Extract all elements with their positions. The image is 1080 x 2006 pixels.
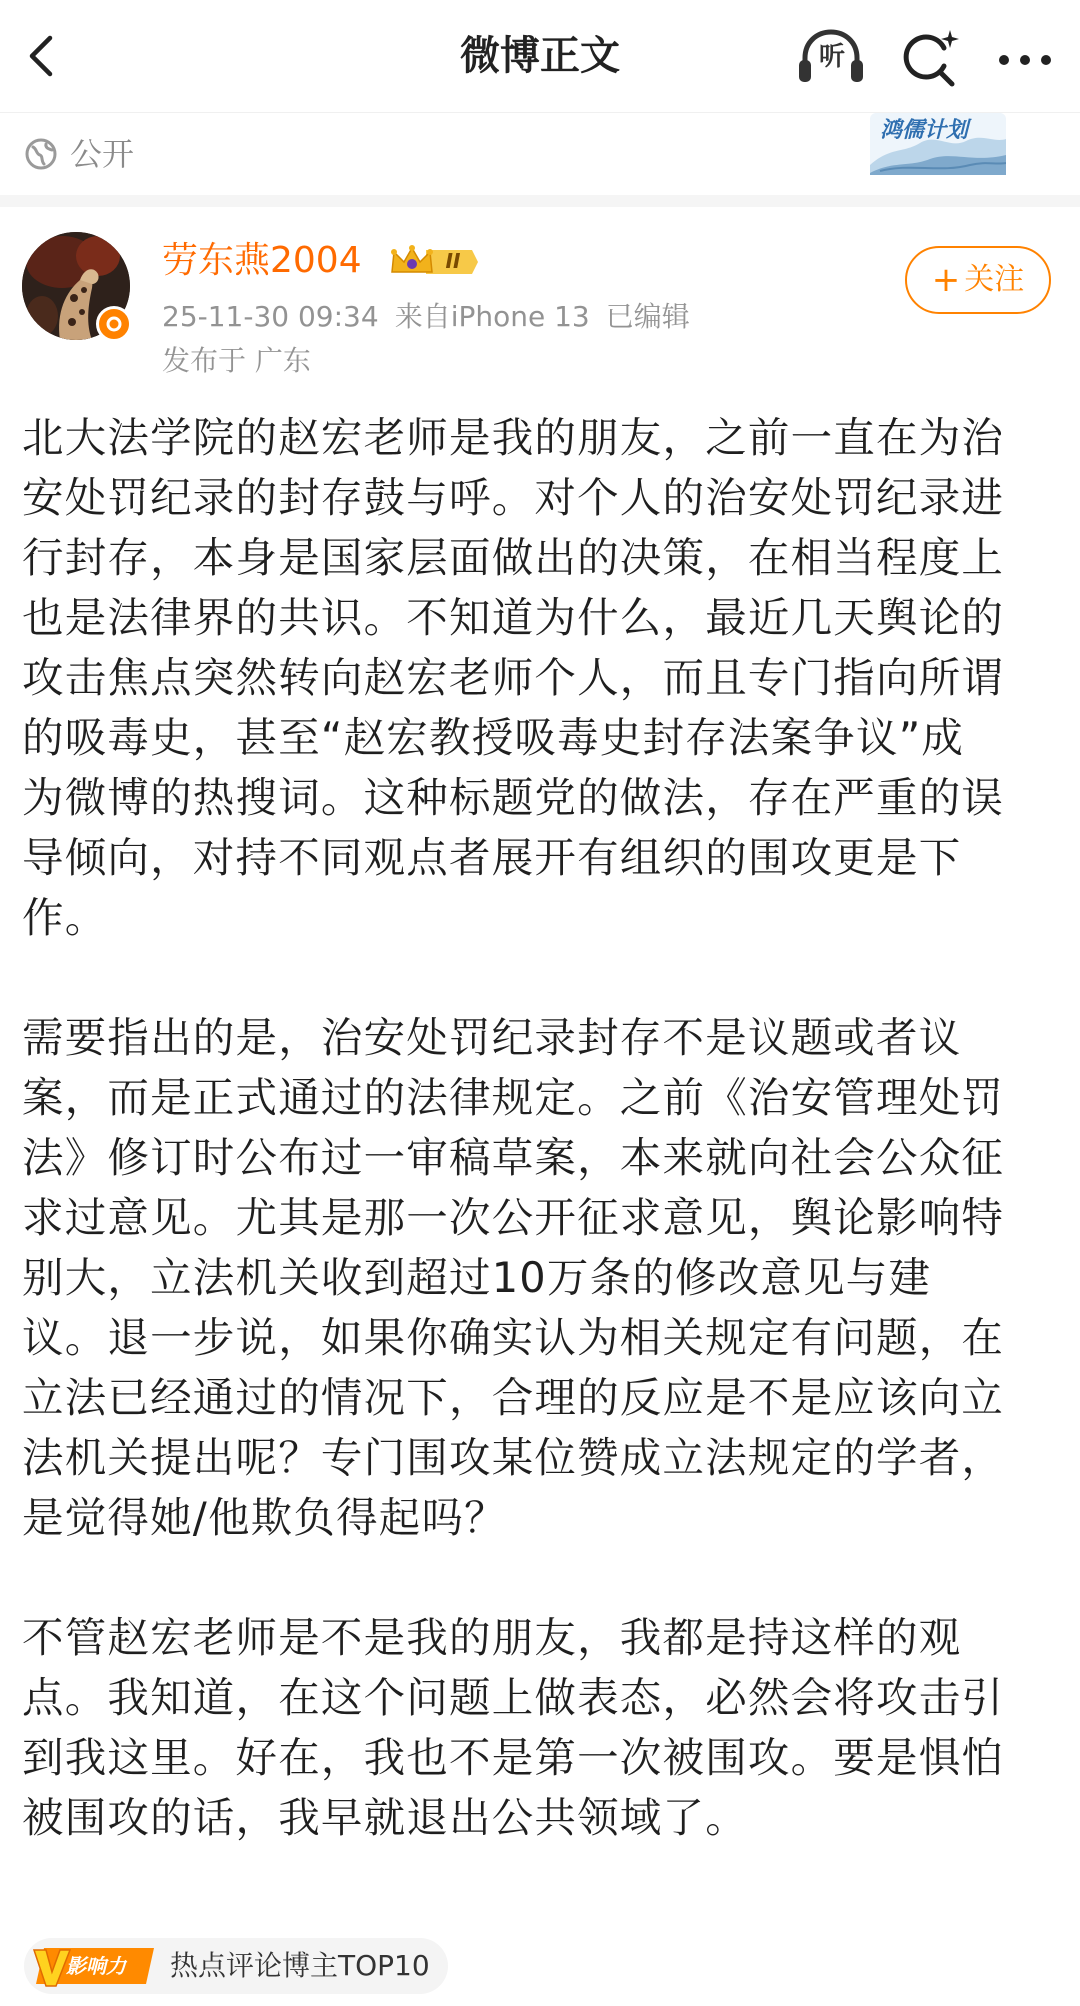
search-sparkle-icon — [898, 26, 962, 90]
verified-badge-icon — [96, 306, 132, 342]
follow-label: 关注 — [964, 262, 1025, 297]
text-line: 为微博的热搜词。这种标题党的做法，存在严重的误 — [22, 773, 1005, 822]
text-line: 法机关提出呢？专门围攻某位赞成立法规定的学者， — [22, 1433, 1005, 1482]
text-line: 安处罚纪录的封存鼓与呼。对个人的治安处罚纪录进 — [22, 473, 1005, 522]
search-button[interactable] — [898, 26, 962, 90]
influence-logo — [30, 1944, 158, 1988]
listen-label: 听 — [818, 42, 845, 72]
influence-label: 热点评论博主TOP10 — [170, 1949, 430, 1982]
listen-button[interactable] — [795, 26, 867, 90]
text-line: 不管赵宏老师是不是我的朋友，我都是持这样的观 — [22, 1613, 962, 1662]
visibility-strip — [0, 112, 1080, 207]
influence-logo-text: 影响力 — [66, 1954, 126, 1978]
post-date-time: 25-11-30 09:34 — [162, 300, 379, 333]
more-button[interactable] — [990, 26, 1060, 90]
text-line: 法》修订时公布过一审稿草案，本来就向社会公众征 — [22, 1133, 1005, 1182]
page-title: 微博正文 — [460, 33, 620, 79]
edited-label[interactable]: 已编辑 — [605, 300, 690, 333]
post-paragraph — [22, 1608, 1052, 1848]
vip-crown-badge[interactable] — [390, 242, 480, 282]
text-line: 被围攻的话，我早就退出公共领域了。 — [22, 1793, 748, 1842]
text-line: 立法已经通过的情况下，合理的反应是不是应该向立 — [22, 1373, 1005, 1422]
text-line: 是觉得她/他欺负得起吗？ — [22, 1493, 507, 1542]
text-line: 需要指出的是，治安处罚纪录封存不是议题或者议 — [22, 1013, 962, 1062]
post-source: 来自iPhone 13 — [394, 300, 590, 333]
text-line: 也是法律界的共识。不知道为什么，最近几天舆论的 — [22, 593, 1005, 642]
text-line: 作。 — [22, 893, 108, 942]
author-header — [0, 206, 1080, 396]
text-line: 行封存，本身是国家层面做出的决策，在相当程度上 — [22, 533, 1005, 582]
text-line: 的吸毒史，甚至“赵宏教授吸毒史封存法案争议”成 — [22, 713, 965, 762]
post-paragraph — [22, 408, 1052, 948]
author-name[interactable]: 劳东燕2004 — [162, 240, 362, 281]
post-meta — [162, 298, 706, 336]
visibility-label: 公开 — [70, 135, 135, 173]
text-line: 别大，立法机关收到超过10万条的修改意见与建 — [22, 1253, 932, 1302]
follow-button[interactable] — [905, 246, 1051, 314]
post-location: 发布于 广东 — [162, 344, 311, 377]
text-line: 到我这里。好在，我也不是第一次被围攻。要是惧怕 — [22, 1733, 1005, 1782]
plus-icon: + — [931, 260, 961, 300]
honru-plan-badge[interactable] — [870, 113, 1006, 187]
post-paragraph — [22, 1008, 1052, 1548]
text-line: 案，而是正式通过的法律规定。之前《治安管理处罚 — [22, 1073, 1005, 1122]
crown-icon — [390, 242, 480, 282]
text-line: 北大法学院的赵宏老师是我的朋友，之前一直在为治 — [22, 413, 1005, 462]
text-line: 议。退一步说，如果你确实认为相关规定有问题，在 — [22, 1313, 1005, 1362]
vip-level: II — [445, 249, 461, 273]
globe-icon — [24, 137, 58, 171]
more-dots-icon — [990, 26, 1060, 90]
text-line: 导倾向，对持不同观点者展开有组织的围攻更是下 — [22, 833, 962, 882]
text-line: 求过意见。尤其是那一次公开征求意见，舆论影响特 — [22, 1193, 1005, 1242]
top-nav-bar — [0, 0, 1080, 112]
influence-tag[interactable] — [24, 1938, 448, 1994]
text-line: 攻击焦点突然转向赵宏老师个人，而且专门指向所谓 — [22, 653, 1005, 702]
post-body — [22, 408, 1052, 1908]
text-line: 点。我知道，在这个问题上做表态，必然会将攻击引 — [22, 1673, 1005, 1722]
honru-plan-text: 鸿儒计划 — [880, 118, 969, 143]
